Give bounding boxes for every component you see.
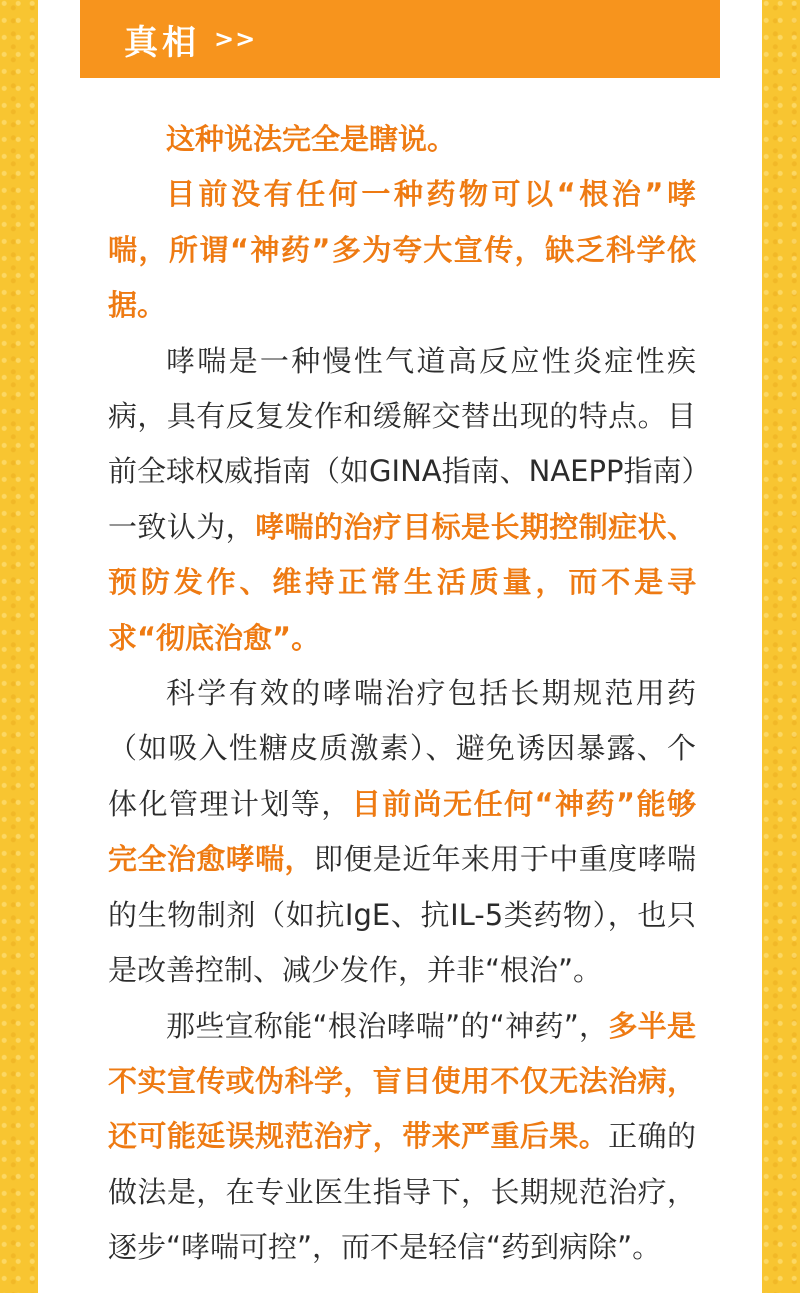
highlighted-text: 目前尚无任何“神药”能够完全治愈哮喘，	[108, 786, 696, 877]
body-text: 即便是近年来用于中重度哮喘的生物制剂（如抗IgE、抗IL-5类药物），也只是改善控制、减少发作，并非“根治”。	[108, 842, 696, 988]
highlighted-text: 目前没有任何一种药物可以“根治”哮喘，所谓“神药”多为夸大宣传，缺乏科学依据。	[108, 177, 696, 323]
article-body	[108, 112, 696, 1276]
highlighted-text: 多半是不实宣传或伪科学，盲目使用不仅无法治病，还可能延误规范治疗，带来严重后果。	[108, 1008, 696, 1154]
body-text: 科学有效的哮喘治疗包括长期规范用药（如吸入性糖皮质激素）、避免诱因暴露、个体化管理计划等，	[108, 676, 696, 821]
highlighted-text: 这种说法完全是瞎说。	[166, 122, 457, 156]
highlighted-text: 哮喘的治疗目标是长期控制症状、预防发作、维持正常生活质量，而不是寻求“彻底治愈”。	[108, 509, 696, 655]
body-text: 那些宣称能“根治哮喘”的“神药”，	[166, 1008, 609, 1043]
section-title: 真相	[124, 22, 200, 63]
paragraph	[108, 334, 696, 666]
decorative-side-border-left	[0, 0, 38, 1293]
decorative-side-border-right	[762, 0, 800, 1293]
paragraph	[108, 666, 696, 998]
body-text: 哮喘是一种慢性气道高反应性炎症性疾病，具有反复发作和缓解交替出现的特点。目前全球权威指南（如GINA指南、NAEPP指南）一致认为，	[108, 343, 696, 544]
body-text: 正确的做法是，在专业医生指导下，长期规范治疗，逐步“哮喘可控”，而不是轻信“药到病除”。	[108, 1119, 696, 1265]
paragraph	[108, 999, 696, 1276]
section-header	[96, 10, 256, 68]
paragraph	[108, 112, 696, 167]
paragraph	[108, 167, 696, 333]
double-chevron-icon: >>	[214, 25, 257, 53]
